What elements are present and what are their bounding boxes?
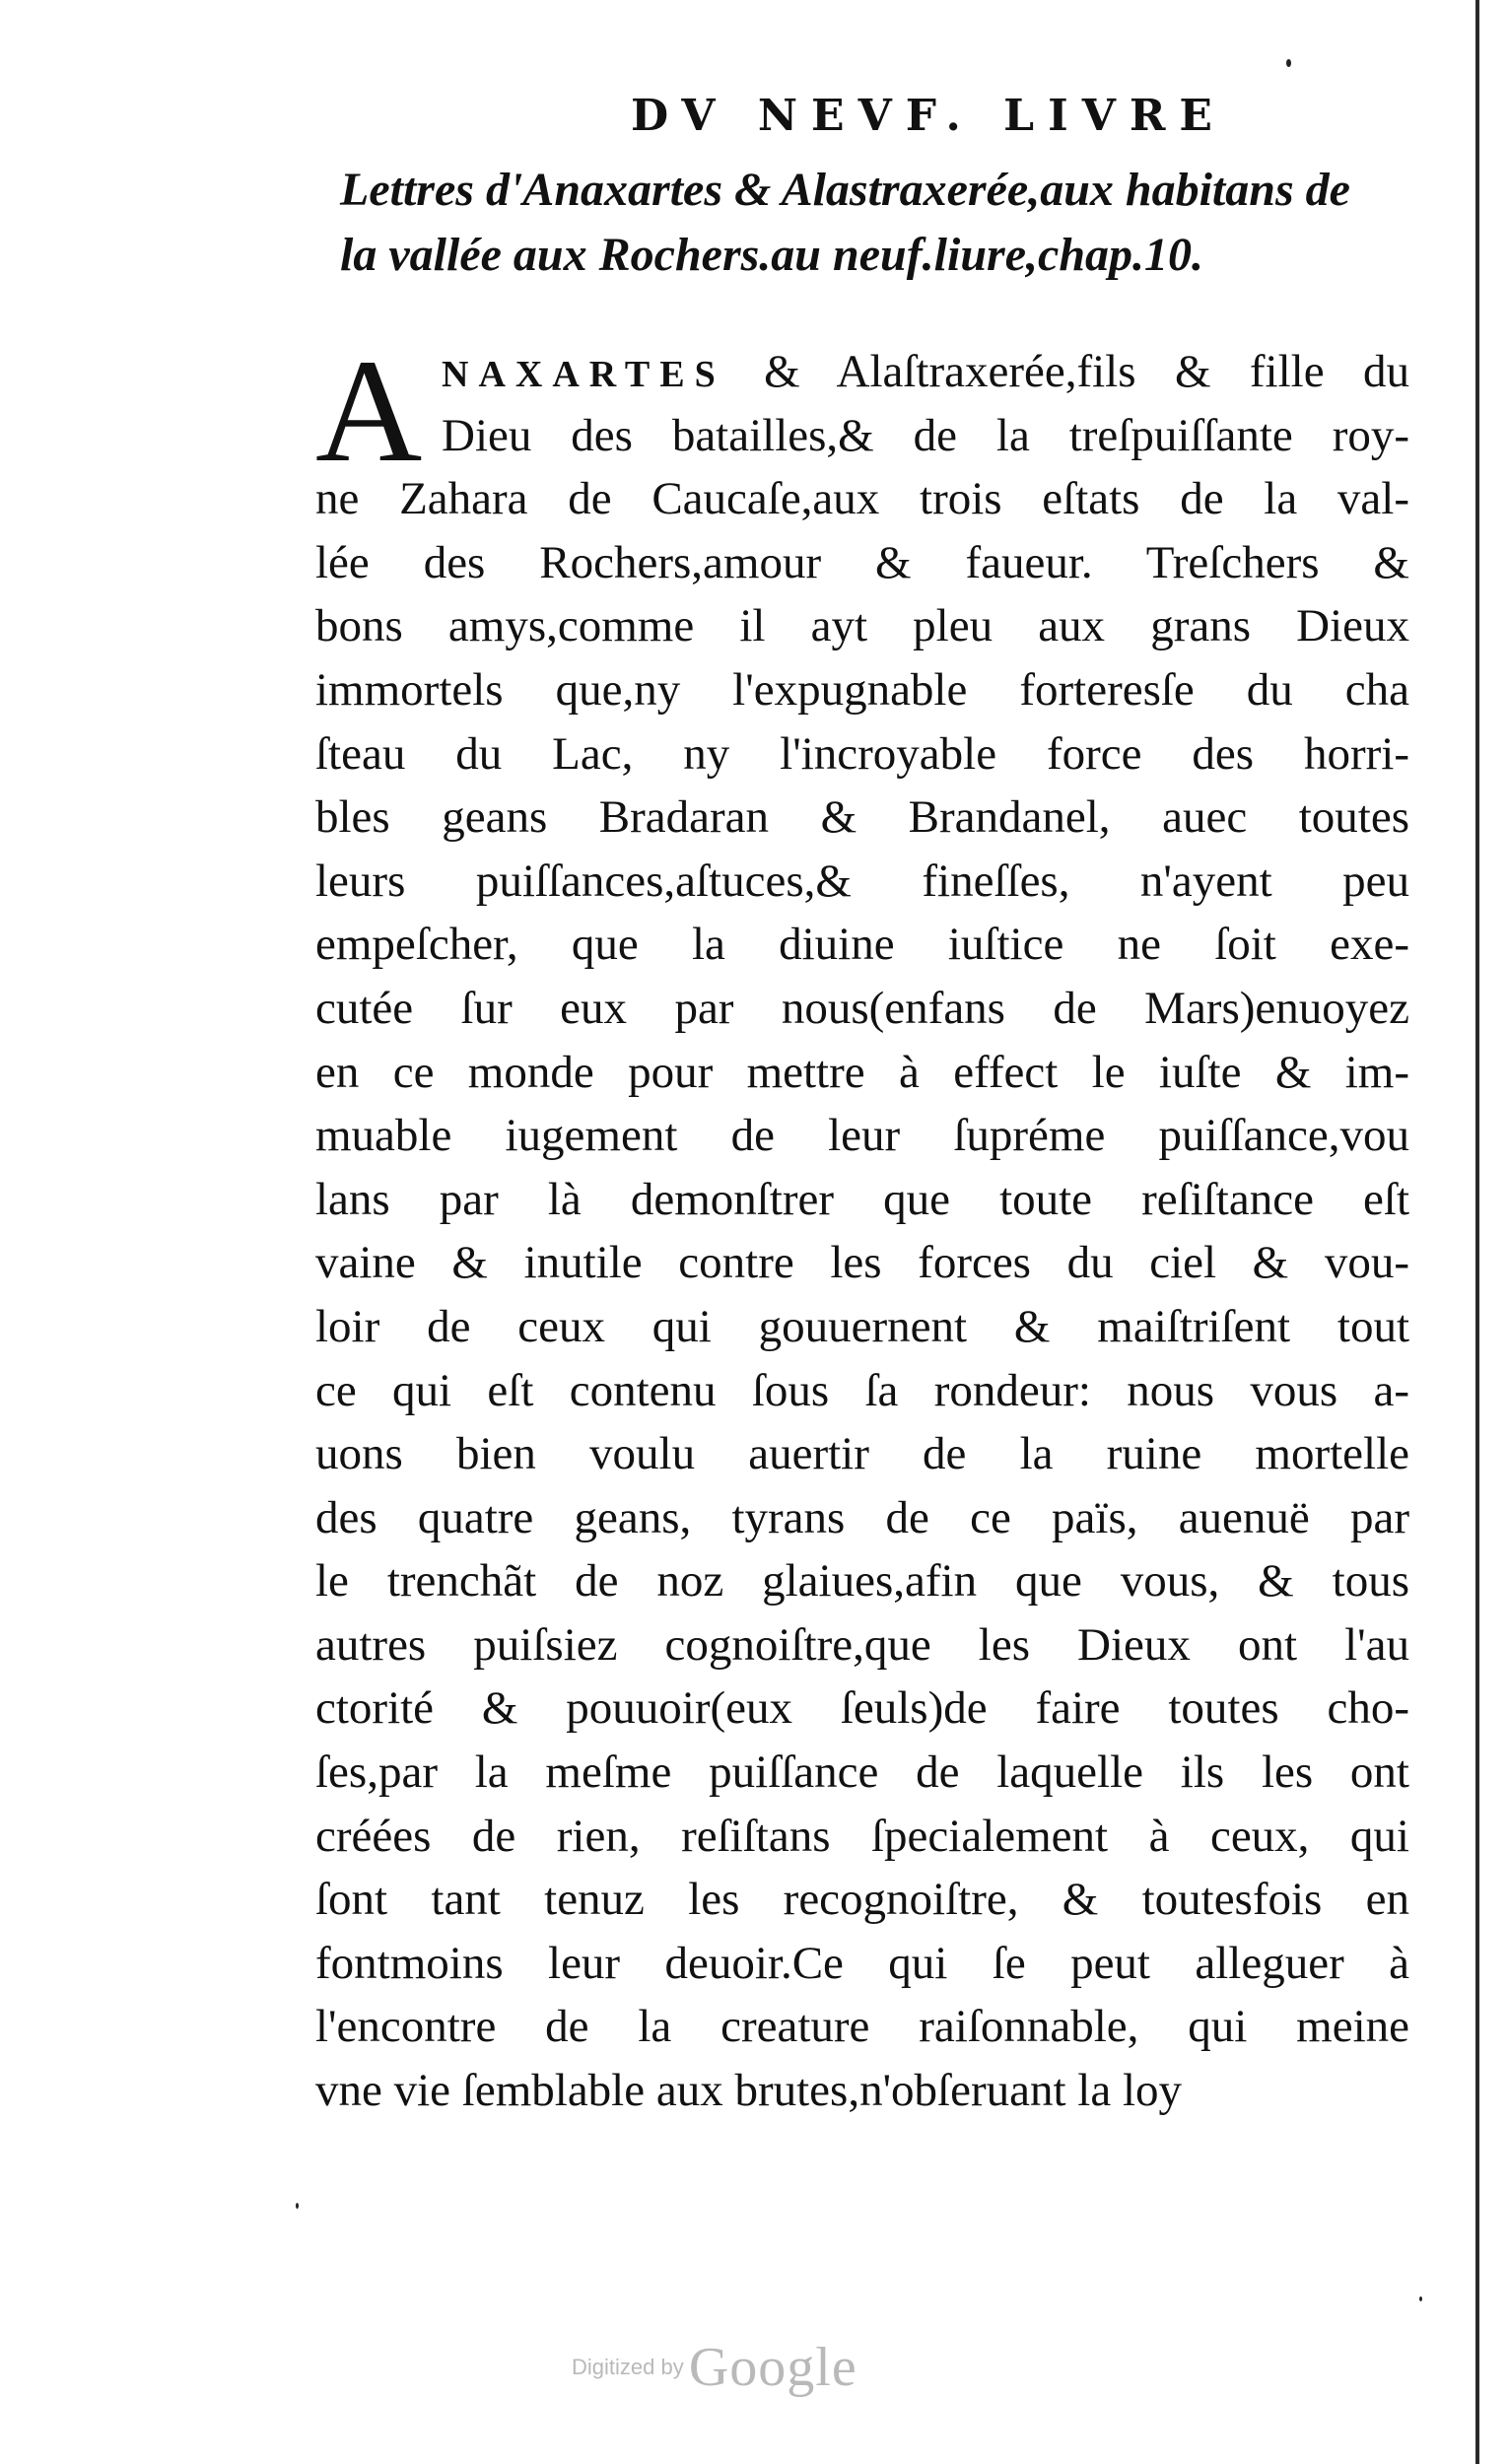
page-edge	[1475, 0, 1479, 2464]
body-line: immortels que,ny l'expugnable forteresſe du cha	[315, 663, 1409, 716]
chapter-title-line: Lettres d'Anaxartes & Alastraxerée,aux habitans de	[340, 164, 1350, 216]
body-line: ce qui eſt contenu ſous ſa rondeur: nous vous a-	[315, 1364, 1409, 1416]
body-line: bles geans Bradaran & Brandanel, auec toutes	[315, 791, 1409, 844]
body-line: ſteau du Lac, ny l'incroyable force des horri-	[315, 727, 1409, 780]
body-line: ne Zahara de Caucaſe,aux trois eſtats de la val-	[315, 473, 1409, 525]
body-line: loir de ceux qui gouuernent & maiſtriſent tout	[315, 1300, 1409, 1352]
body-line: des quatre geans, tyrans de ce païs, auenuë par	[315, 1491, 1409, 1543]
chapter-title	[340, 158, 1405, 288]
body-text	[315, 329, 1410, 2123]
body-line: cutée ſur eux par nous(enfans de Mars)enuoyez	[315, 982, 1409, 1034]
body-line: empeſcher, que la diuine iuſtice ne ſoit exe-	[315, 919, 1409, 971]
body-line: bons amys,comme il ayt pleu aux grans Dieux	[315, 600, 1409, 652]
body-line	[315, 340, 1409, 404]
body-line: vaine & inutile contre les forces du ciel & vou-	[315, 1237, 1409, 1289]
ink-speck	[1286, 59, 1291, 67]
body-line: Dieu des batailles,& de la treſpuiſſante roy-	[442, 409, 1409, 461]
body-line: créées de rien, reſiſtans ſpecialement à ceux, qui	[315, 1810, 1409, 1862]
body-line: l'encontre de la creature raiſonnable, qui meine	[315, 2001, 1409, 2053]
body-line: lée des Rochers,amour & faueur. Treſchers &	[315, 536, 1409, 588]
body-line: leurs puiſſances,aſtuces,& fineſſes, n'ayent peu	[315, 855, 1409, 907]
body-line: lans par là demonſtrer que toute reſiſtance eſt	[315, 1173, 1409, 1225]
body-line: fontmoins leur deuoir.Ce qui ſe peut alleguer à	[315, 1937, 1409, 1989]
drop-cap: A	[315, 329, 423, 493]
ink-speck	[296, 2203, 299, 2209]
ink-speck	[1419, 2296, 1422, 2301]
body-line: ſont tant tenuz les recognoiſtre, & toutesfois en	[315, 1874, 1409, 1926]
body-line-text: & Alaſtraxerée,fils & fille du	[764, 346, 1410, 397]
running-head: DV NEVF. LIVRE	[631, 91, 1226, 141]
body-line: ſes,par la meſme puiſſance de laquelle ils les ont	[315, 1746, 1409, 1799]
digitized-by-google-watermark	[572, 2336, 966, 2405]
chapter-title-line: la vallée aux Rochers.au neuf.liure,chap.10.	[340, 229, 1204, 281]
body-line: le trenchãt de noz glaiues,afin que vous, & tous	[315, 1555, 1409, 1608]
body-line: autres puiſsiez cognoiſtre,que les Dieux ont l'au	[315, 1618, 1409, 1671]
body-line: ctorité & pouuoir(eux ſeuls)de faire toutes cho-	[315, 1682, 1409, 1735]
first-word: NAXARTES	[442, 354, 725, 395]
body-line: uons bien voulu auertir de la ruine mortelle	[315, 1428, 1409, 1480]
body-line: en ce monde pour mettre à effect le iuſte & im-	[315, 1046, 1409, 1098]
watermark-prefix: Digitized by	[572, 2355, 684, 2379]
google-logo: Google	[688, 2337, 857, 2398]
body-line: muable iugement de leur ſupréme puiſſance,vou	[315, 1110, 1409, 1162]
body-line: vne vie ſemblable aux brutes,n'obſeruant la loy	[315, 2065, 1183, 2117]
